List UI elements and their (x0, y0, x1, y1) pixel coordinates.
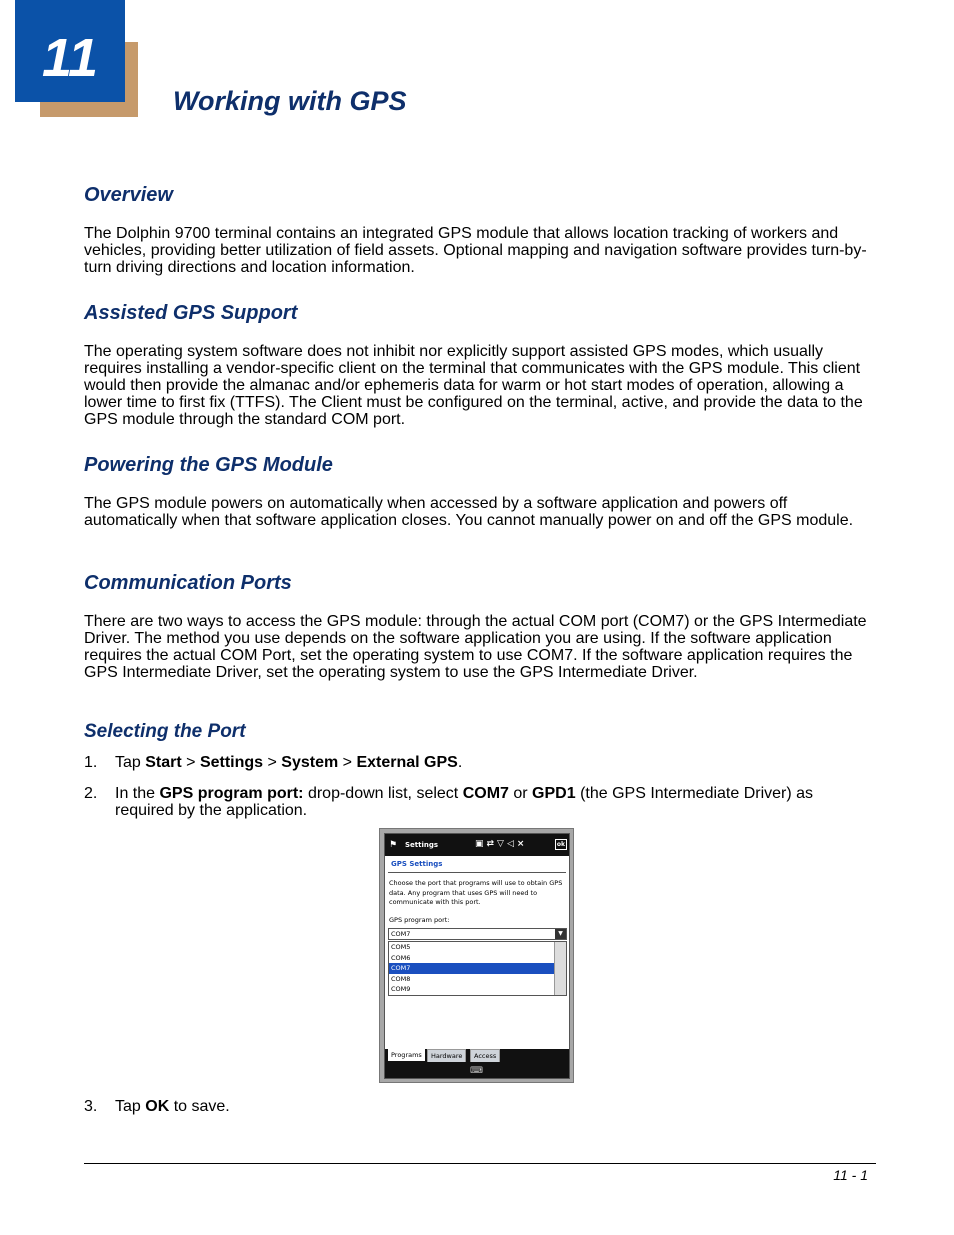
title-bar (385, 834, 569, 856)
text: Tap (115, 1098, 146, 1115)
port-option-selected[interactable]: COM7 (389, 963, 566, 974)
separator: > (263, 754, 282, 771)
status-icons: ▣⇄▽◁× (475, 839, 528, 849)
separator: > (181, 754, 200, 771)
text: or (508, 785, 533, 802)
gps-settings-screenshot (379, 828, 574, 1083)
step-number: 1. (84, 754, 98, 771)
page-number: 11 - 1 (833, 1167, 868, 1183)
tab-hardware[interactable]: Hardware (427, 1049, 466, 1063)
selected-port: COM7 (391, 930, 411, 938)
powering-text: The GPS module powers on automatically when accessed by a software application and powers off automatically when that software application closes. You cannot manually power on and off the GPS module. (84, 495, 854, 529)
tabs (385, 1049, 569, 1062)
port-option[interactable]: COM6 (391, 953, 411, 962)
port-option[interactable]: COM5 (391, 943, 411, 951)
assisted-gps-text: The operating system software does not inhibit nor explicitly support assisted GPS modes, which usually requires installing a vendor-specific client on the terminal that communicates with the GPS module. This client would then provide the almanac and/or ephemeris data for warm or hot start modes of operation, allowing a lower time to first fix (TTFS). The Client must be configured on the terminal, active, and provide the data to the GPS module through the standard COM port. (84, 343, 863, 428)
text: . (457, 754, 463, 771)
chevron-down-icon[interactable]: ▼ (555, 929, 566, 939)
powering-heading: Powering the GPS Module (84, 454, 333, 476)
tab-programs[interactable]: Programs (388, 1049, 425, 1061)
chapter-title: Working with GPS (173, 86, 407, 116)
ok-button[interactable]: ok (556, 841, 565, 848)
keyboard-icon[interactable]: ⌨ (470, 1066, 483, 1076)
text: (the GPS Intermediate Driver) as required by the application. (115, 785, 814, 819)
step-text (115, 1098, 870, 1115)
port-options-list (388, 941, 567, 996)
ports-text: There are two ways to access the GPS module: through the actual COM port (COM7) or the GPS Intermediate Driver. The method you use depends on the software application you are using. If the software application requires the actual COM Port, set the operating system to use COM7. If the software application requires the GPS Intermediate Driver, set the operating system to use the GPS Intermediate Driver. (84, 613, 867, 681)
overview-text: The Dolphin 9700 terminal contains an integrated GPS module that allows location tracking of workers and vehicles, providing better utilization of field assets. Optional mapping and navigation software provides turn-by-turn driving directions and location information. (84, 225, 867, 276)
step-text (115, 754, 870, 771)
ports-heading: Communication Ports (84, 572, 292, 594)
text: drop-down list, select (303, 785, 463, 802)
port-label: GPS program port: (389, 916, 450, 924)
field-term: GPS program port: (159, 785, 304, 802)
bottom-bar (385, 1062, 569, 1079)
text: In the (115, 785, 160, 802)
divider (388, 872, 566, 873)
com7-term: COM7 (462, 785, 509, 802)
ok-term: OK (145, 1098, 170, 1115)
overview-heading: Overview (84, 184, 173, 206)
step-number: 2. (84, 785, 98, 802)
footer-rule (84, 1163, 876, 1164)
assisted-gps-heading: Assisted GPS Support (84, 302, 298, 324)
device-screen (384, 833, 570, 1079)
gps-settings-description: Choose the port that programs will use to obtain GPS data. Any program that uses GPS will need to communicate with this port. (389, 879, 563, 906)
gps-settings-title: GPS Settings (391, 860, 443, 868)
start-term: Start (145, 754, 182, 771)
windows-logo-icon: ⚑ (389, 840, 398, 850)
port-option[interactable]: COM8 (391, 974, 411, 983)
step-number: 3. (84, 1098, 98, 1115)
selecting-port-heading: Selecting the Port (84, 721, 246, 742)
scrollbar[interactable] (554, 942, 566, 995)
port-option[interactable]: COM9 (391, 985, 411, 994)
port-dropdown[interactable] (388, 928, 567, 940)
external-gps-term: External GPS (356, 754, 458, 771)
text: Tap (115, 754, 146, 771)
screen-title: Settings (405, 841, 439, 849)
text: to save. (169, 1098, 230, 1115)
system-term: System (281, 754, 339, 771)
gpd1-term: GPD1 (532, 785, 576, 802)
separator: > (338, 754, 357, 771)
settings-term: Settings (199, 754, 264, 771)
step-text (115, 785, 870, 819)
chapter-number: 11 (15, 0, 125, 102)
tab-access[interactable]: Access (470, 1049, 500, 1063)
